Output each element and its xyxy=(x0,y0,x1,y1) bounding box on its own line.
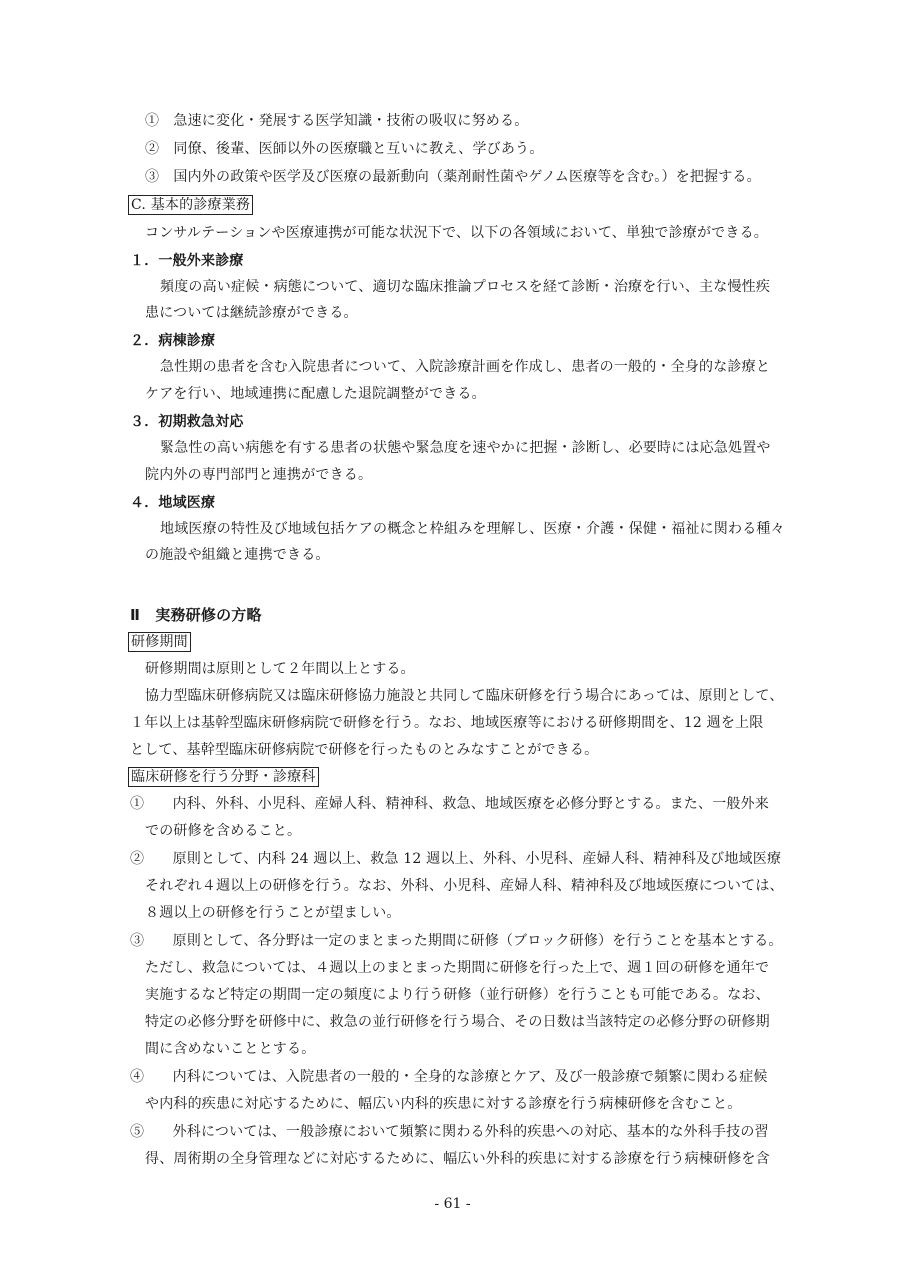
section-c-title: C. 基本的診療業務 xyxy=(128,195,253,215)
field-item-4-line-1: ④ 内科については、入院患者の一般的・全身的な診療とケア、及び一般診療で頻繁に関わる症候 xyxy=(130,1069,768,1085)
field-item-5-line-2: 得、周術期の全身管理などに対応するために、幅広い外科的疾患に対する診療を行う病棟研修を含 xyxy=(145,1151,770,1167)
field-item-3-line-4: 特定の必修分野を研修中に、救急の並行研修を行う場合、その日数は当該特定の必修分野の研修期 xyxy=(145,1014,770,1030)
field-item-2-line-3: ８週以上の研修を行うことが望ましい。 xyxy=(145,905,401,921)
field-item-3-line-5: 間に含めないこととする。 xyxy=(145,1041,316,1057)
field-item-1-line-2: での研修を含めること。 xyxy=(145,823,302,839)
section-ii-title: Ⅱ 実務研修の方略 xyxy=(130,606,262,624)
fields-label: 臨床研修を行う分野・診療科 xyxy=(128,767,319,787)
top-list-item-1: ① 急速に変化・発展する医学知識・技術の吸収に努める。 xyxy=(145,113,529,129)
page-number: - 61 - xyxy=(434,1196,471,1212)
period-line-4: として、基幹型臨床研修病院で研修を行ったものとみなすことができる。 xyxy=(130,742,599,758)
section-c-item-2-line-1: 急性期の患者を含む入院患者について、入院診療計画を作成し、患者の一般的・全身的な診療と xyxy=(160,359,771,375)
top-list-item-2: ② 同僚、後輩、医師以外の医療職と互いに教え、学びあう。 xyxy=(145,141,544,157)
section-c-item-4-line-1: 地域医療の特性及び地域包括ケアの概念と枠組みを理解し、医療・介護・保健・福祉に関わる種々 xyxy=(160,521,785,537)
field-item-5-line-1: ⑤ 外科については、一般診療において頻繁に関わる外科的疾患への対応、基本的な外科手技の習 xyxy=(130,1124,769,1140)
field-item-2-line-2: それぞれ４週以上の研修を行う。なお、外科、小児科、産婦人科、精神科及び地域医療については、 xyxy=(145,878,784,894)
section-c-item-3-line-2: 院内外の専門部門と連携ができる。 xyxy=(145,467,373,483)
section-c-item-4-line-2: の施設や組織と連携できる。 xyxy=(145,547,330,563)
top-list-item-3: ③ 国内外の政策や医学及び医療の最新動向（薬剤耐性菌やゲノム医療等を含む。）を把握する。 xyxy=(145,169,761,185)
field-item-2-line-1: ② 原則として、内科 24 週以上、救急 12 週以上、外科、小児科、産婦人科、精神科及び地域医療 xyxy=(130,851,782,867)
period-line-3: １年以上は基幹型臨床研修病院で研修を行う。なお、地域医療等における研修期間を、12 週を上限 xyxy=(130,715,764,731)
field-item-3-line-1: ③ 原則として、各分野は一定のまとまった期間に研修（ブロック研修）を行うことを基本とする。 xyxy=(130,933,783,949)
field-item-4-line-2: や内科的疾患に対応するために、幅広い内科的疾患に対する診療を行う病棟研修を含むこと。 xyxy=(145,1096,742,1112)
section-c-item-4-heading: ４．地域医療 xyxy=(130,495,216,511)
section-c-item-1-line-2: 患については継続診療ができる。 xyxy=(145,305,358,321)
section-c-item-3-line-1: 緊急性の高い病態を有する患者の状態や緊急度を速やかに把握・診断し、必要時には応急処置や xyxy=(160,440,771,456)
field-item-1-line-1: ① 内科、外科、小児科、産婦人科、精神科、救急、地域医療を必修分野とする。また、一般外来 xyxy=(130,796,769,812)
section-c-item-1-line-1: 頻度の高い症候・病態について、適切な臨床推論プロセスを経て診断・治療を行い、主な慢性疾 xyxy=(160,279,771,295)
section-c-item-1-heading: １．一般外来診療 xyxy=(130,253,244,269)
field-item-3-line-3: 実施するなど特定の期間一定の頻度により行う研修（並行研修）を行うことも可能である。なお、 xyxy=(145,987,770,1003)
period-line-1: 研修期間は原則として２年間以上とする。 xyxy=(145,661,415,677)
section-c-item-2-heading: ２．病棟診療 xyxy=(130,333,216,349)
period-label: 研修期間 xyxy=(128,632,191,652)
period-line-2: 協力型臨床研修病院又は臨床研修協力施設と共同して臨床研修を行う場合にあっては、原則として、 xyxy=(145,688,784,704)
section-c-item-2-line-2: ケアを行い、地域連携に配慮した退院調整ができる。 xyxy=(145,386,486,402)
section-c-intro: コンサルテーションや医療連携が可能な状況下で、以下の各領域において、単独で診療ができる。 xyxy=(145,225,768,241)
field-item-3-line-2: ただし、救急については、４週以上のまとまった期間に研修を行った上で、週１回の研修を通年で xyxy=(145,960,770,976)
section-c-item-3-heading: ３．初期救急対応 xyxy=(130,414,244,430)
